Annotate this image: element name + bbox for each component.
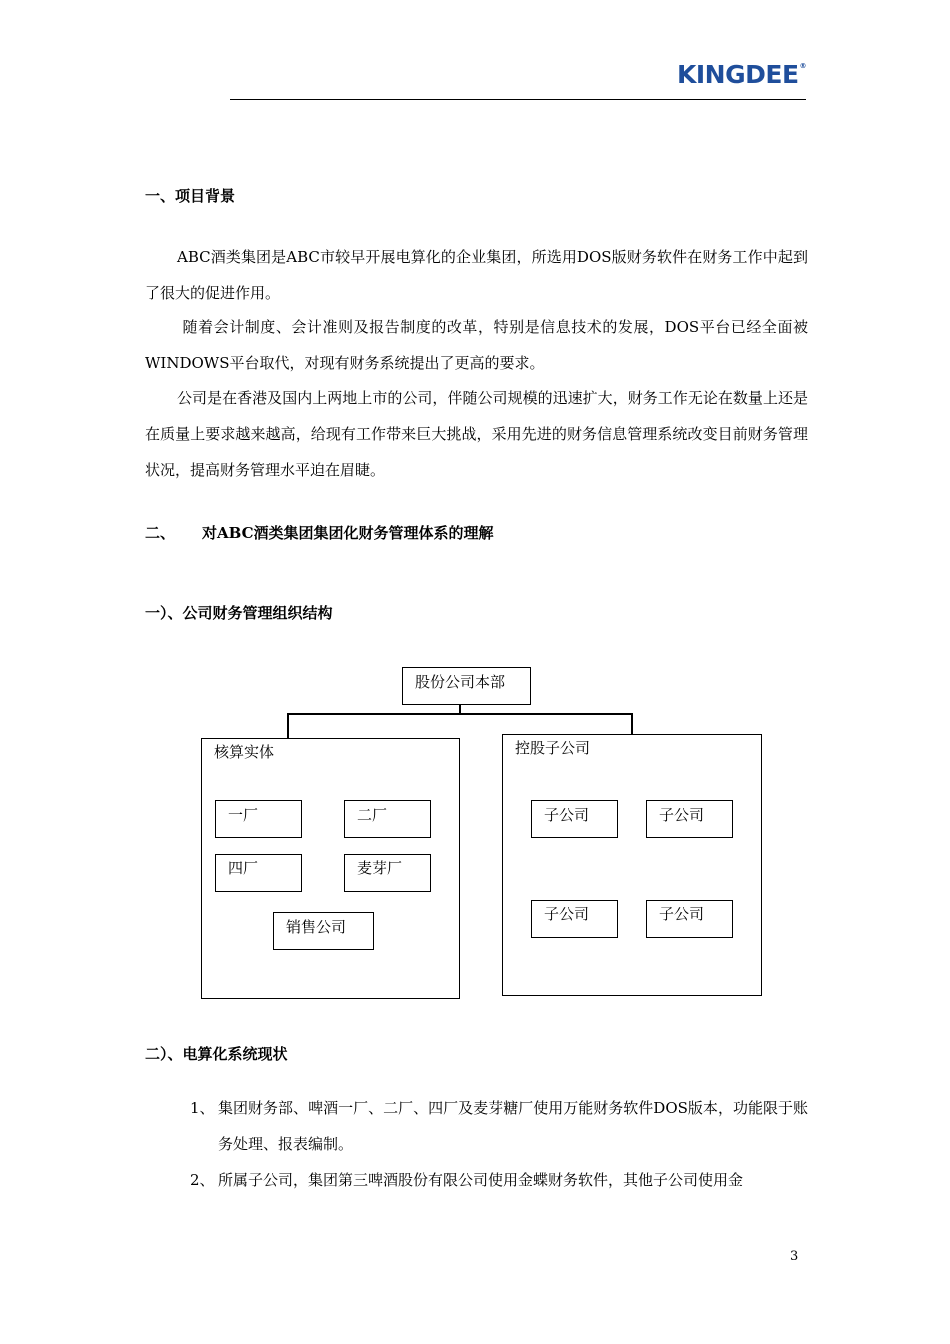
paragraph-1-text: ABC酒类集团是ABC市较早开展电算化的企业集团，所选用DOS版财务软件在财务工作中起到了很大的促进作用。 bbox=[145, 248, 808, 302]
org-unit-label: 子公司 bbox=[659, 806, 705, 824]
org-connector-left-drop bbox=[287, 713, 289, 739]
paragraph-2-text: 随着会计制度、会计准则及报告制度的改革，特别是信息技术的发展，DOS平台已经全面被WINDOWS平台取代，对现有财务系统提出了更高的要求。 bbox=[145, 318, 808, 372]
org-unit-label: 子公司 bbox=[544, 905, 590, 923]
list-item-number: 2、 bbox=[190, 1171, 215, 1189]
subsection-2-1-heading: 一）、公司财务管理组织结构 bbox=[145, 604, 333, 622]
section-1-paragraph-1 bbox=[145, 239, 808, 311]
org-connector-horizontal bbox=[287, 713, 632, 715]
org-unit-label: 子公司 bbox=[544, 806, 590, 824]
org-unit-label: 子公司 bbox=[659, 905, 705, 923]
logo-text: KINGDEE bbox=[677, 60, 799, 89]
list-item-number: 1、 bbox=[190, 1099, 215, 1117]
header-rule bbox=[230, 99, 806, 100]
list-item bbox=[190, 1162, 808, 1198]
paragraph-3-text: 公司是在香港及国内上两地上市的公司，伴随公司规模的迅速扩大，财务工作无论在数量上还是在质量上要求越来越高，给现有工作带来巨大挑战，采用先进的财务信息管理系统改变目前财务管理状况，提高财务管理水平迫在眉睫。 bbox=[145, 389, 808, 479]
registered-mark: ® bbox=[799, 62, 807, 70]
org-unit-label: 麦芽厂 bbox=[357, 859, 403, 877]
org-unit-label: 销售公司 bbox=[286, 918, 347, 936]
org-connector-right-drop bbox=[631, 713, 633, 735]
section-1-heading: 一、项目背景 bbox=[145, 187, 236, 205]
org-unit-label: 一厂 bbox=[228, 806, 259, 824]
section-2-heading: 对ABC酒类集团集团化财务管理体系的理解 bbox=[202, 524, 494, 542]
org-group-holding-subsidiaries bbox=[502, 734, 762, 996]
org-group-accounting-title: 核算实体 bbox=[214, 743, 275, 761]
page-number: 3 bbox=[790, 1249, 799, 1264]
list-item-text: 所属子公司，集团第三啤酒股份有限公司使用金蝶财务软件，其他子公司使用金 bbox=[218, 1171, 744, 1189]
org-unit-label: 二厂 bbox=[357, 806, 388, 824]
section-1-paragraph-2 bbox=[145, 309, 808, 381]
subsection-2-2-heading: 二）、电算化系统现状 bbox=[145, 1045, 288, 1063]
section-1-paragraph-3 bbox=[145, 380, 808, 488]
list-item bbox=[190, 1090, 808, 1162]
kingdee-logo bbox=[677, 62, 806, 87]
org-unit-label: 四厂 bbox=[228, 859, 259, 877]
org-group-holding-title: 控股子公司 bbox=[515, 739, 591, 757]
list-item-text: 集团财务部、啤酒一厂、二厂、四厂及麦芽糖厂使用万能财务软件DOS版本，功能限于账务处理、报表编制。 bbox=[218, 1099, 808, 1153]
org-root-label: 股份公司本部 bbox=[415, 673, 506, 691]
section-2-number: 二、 bbox=[145, 524, 176, 542]
